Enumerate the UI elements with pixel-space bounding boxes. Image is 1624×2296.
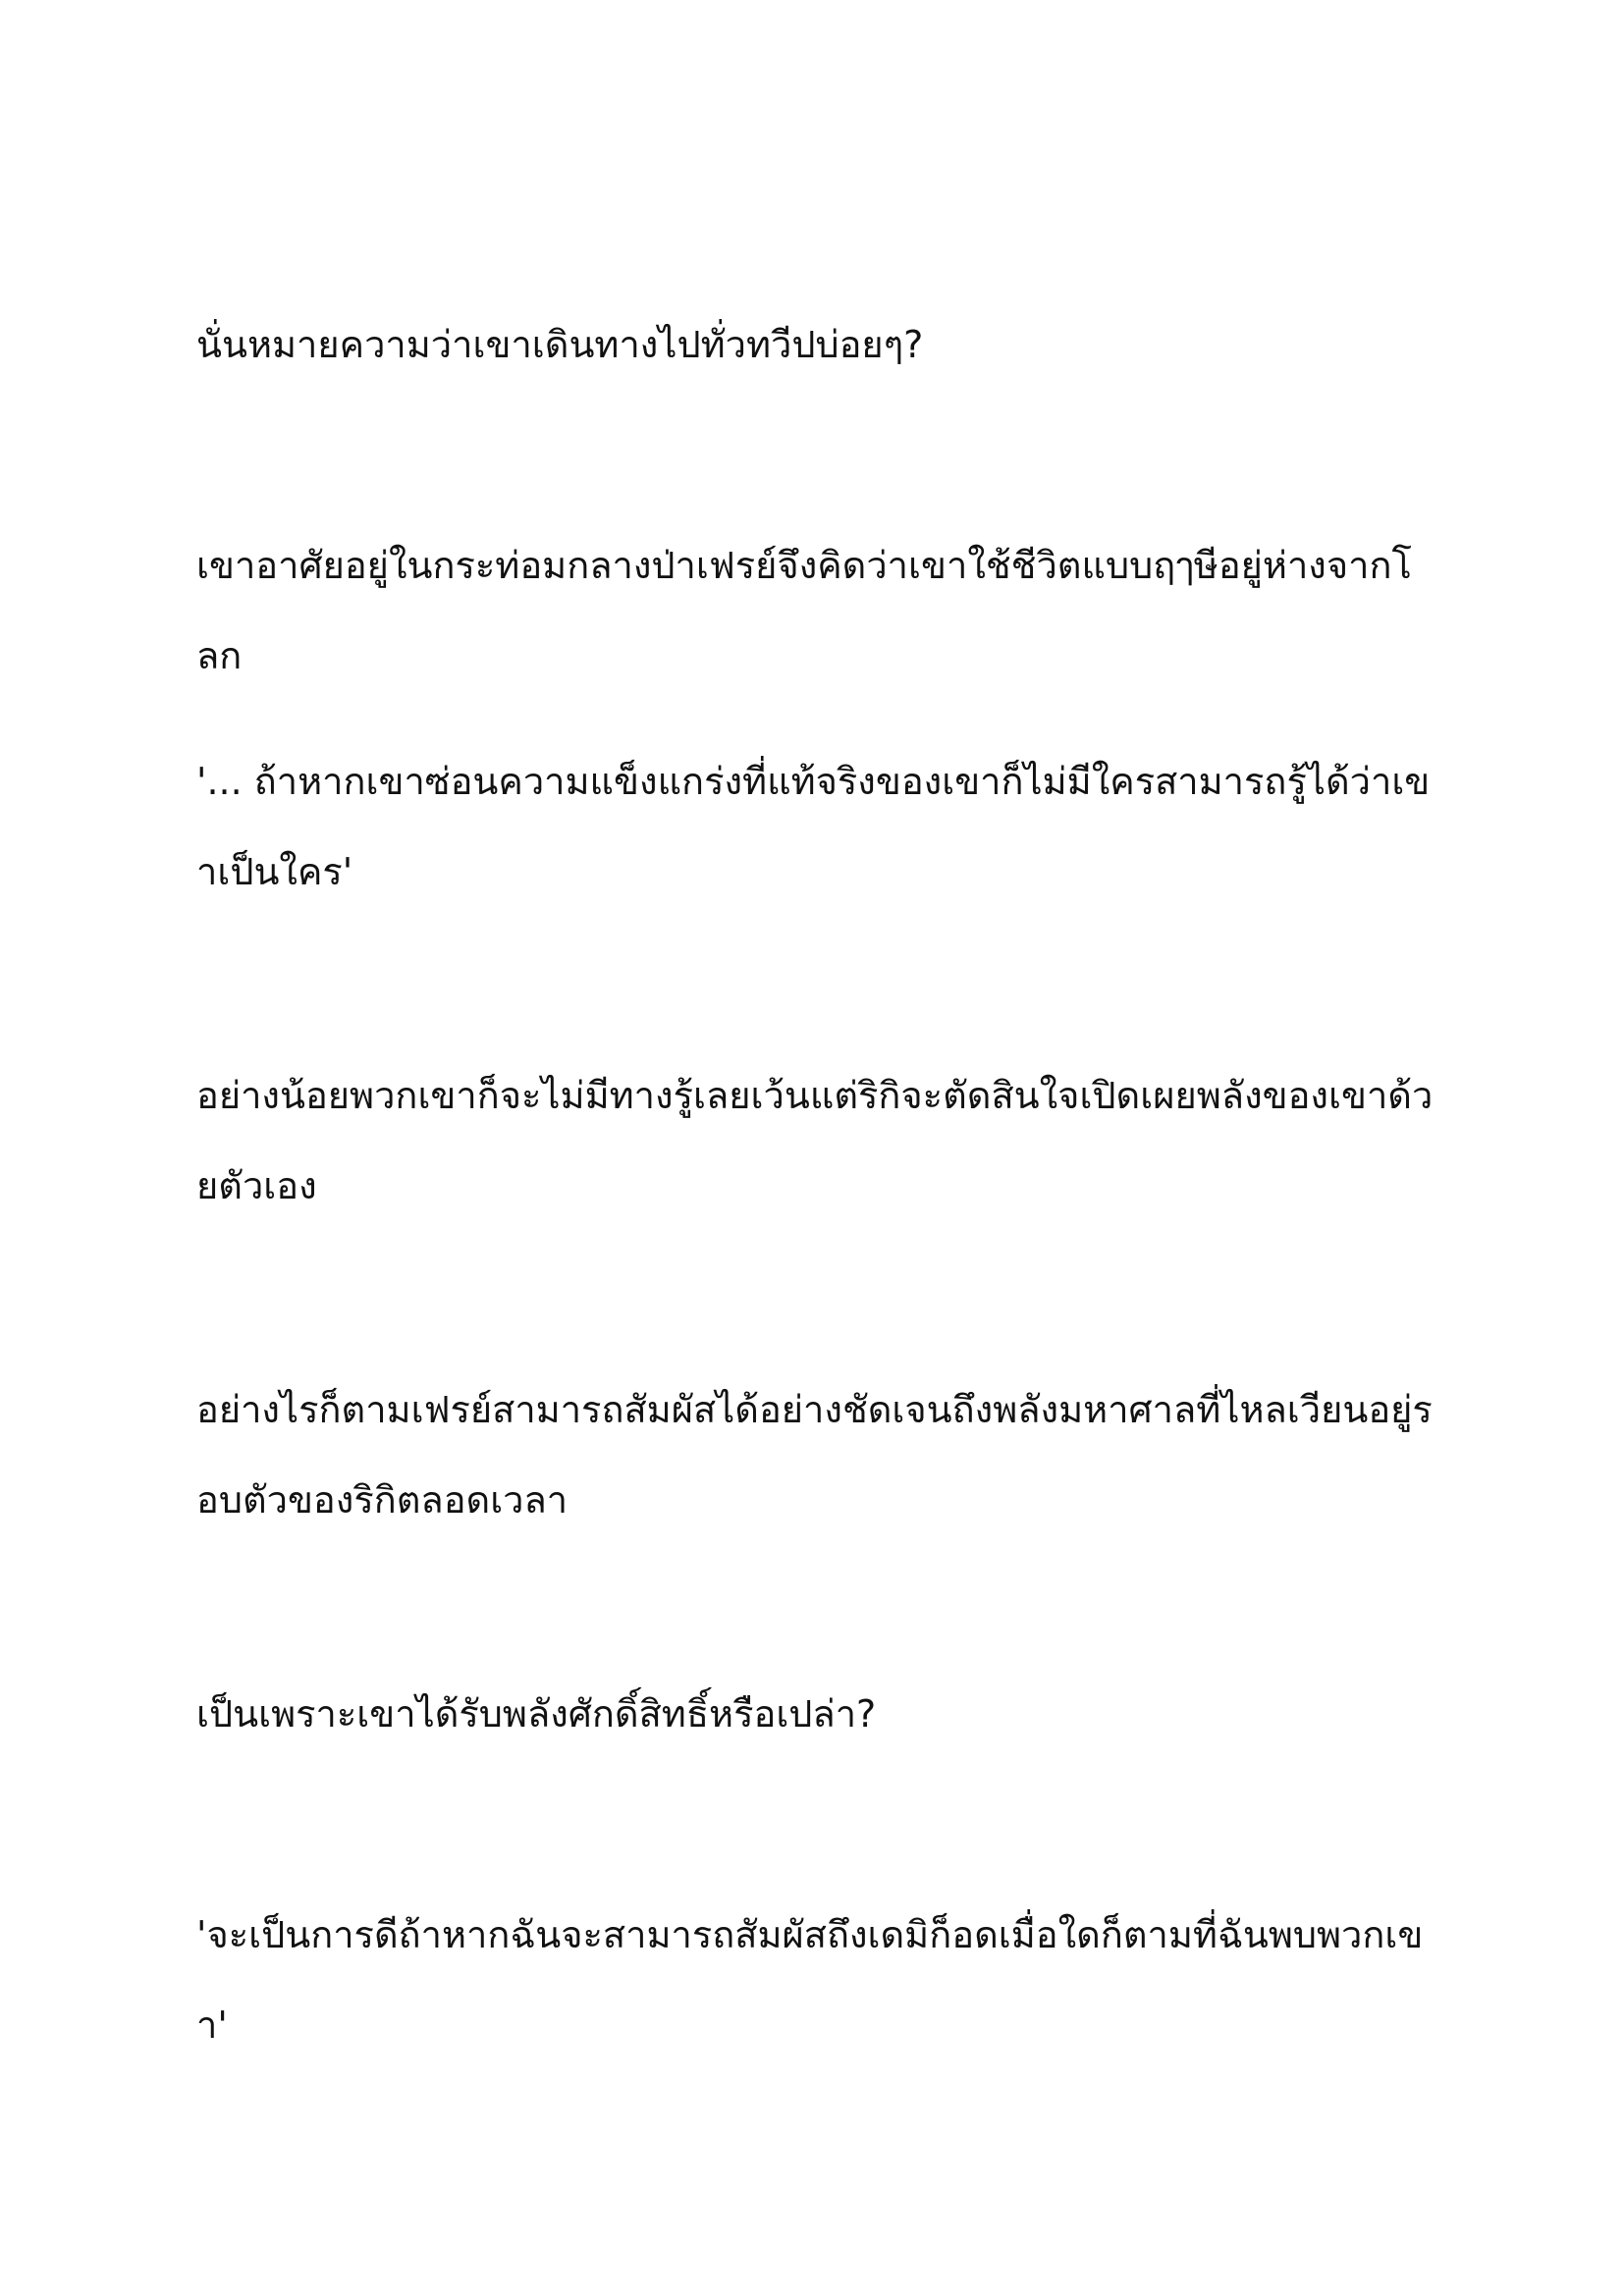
paragraph-7: 'จะเป็นการดีถ้าหากฉันจะสามารถสัมผัสถึงเดมิก็อดเมื่อใดก็ตามที่ฉันพบพวกเขา' [196,1913,1424,2047]
paragraph-1: นั่นหมายความว่าเขาเดินทางไปทั่วทวีปบ่อยๆ? [196,323,924,366]
paragraph-3: '... ถ้าหากเขาซ่อนความแข็งแกร่งที่แท้จริงของเขาก็ไม่มีใครสามารถรู้ได้ว่าเขาเป็นใคร' [196,760,1431,893]
paragraph-2: เขาอาศัยอยู่ในกระท่อมกลางป่าเฟรย์จึงคิดว่าเขาใช้ชีวิตแบบฤๅษีอยู่ห่างจากโลก [196,544,1412,677]
paragraph-6: เป็นเพราะเขาได้รับพลังศักดิ์สิทธิ์หรือเปล่า? [196,1692,877,1735]
paragraph-5: อย่างไรก็ตามเฟรย์สามารถสัมผัสได้อย่างชัดเจนถึงพลังมหาศาลที่ไหลเวียนอยู่รอบตัวของริกิตลอดเวลา [196,1388,1433,1522]
paragraph-4: อย่างน้อยพวกเขาก็จะไม่มีทางรู้เลยเว้นแต่ริกิจะตัดสินใจเปิดเผยพลังของเขาด้วยตัวเอง [196,1074,1434,1207]
